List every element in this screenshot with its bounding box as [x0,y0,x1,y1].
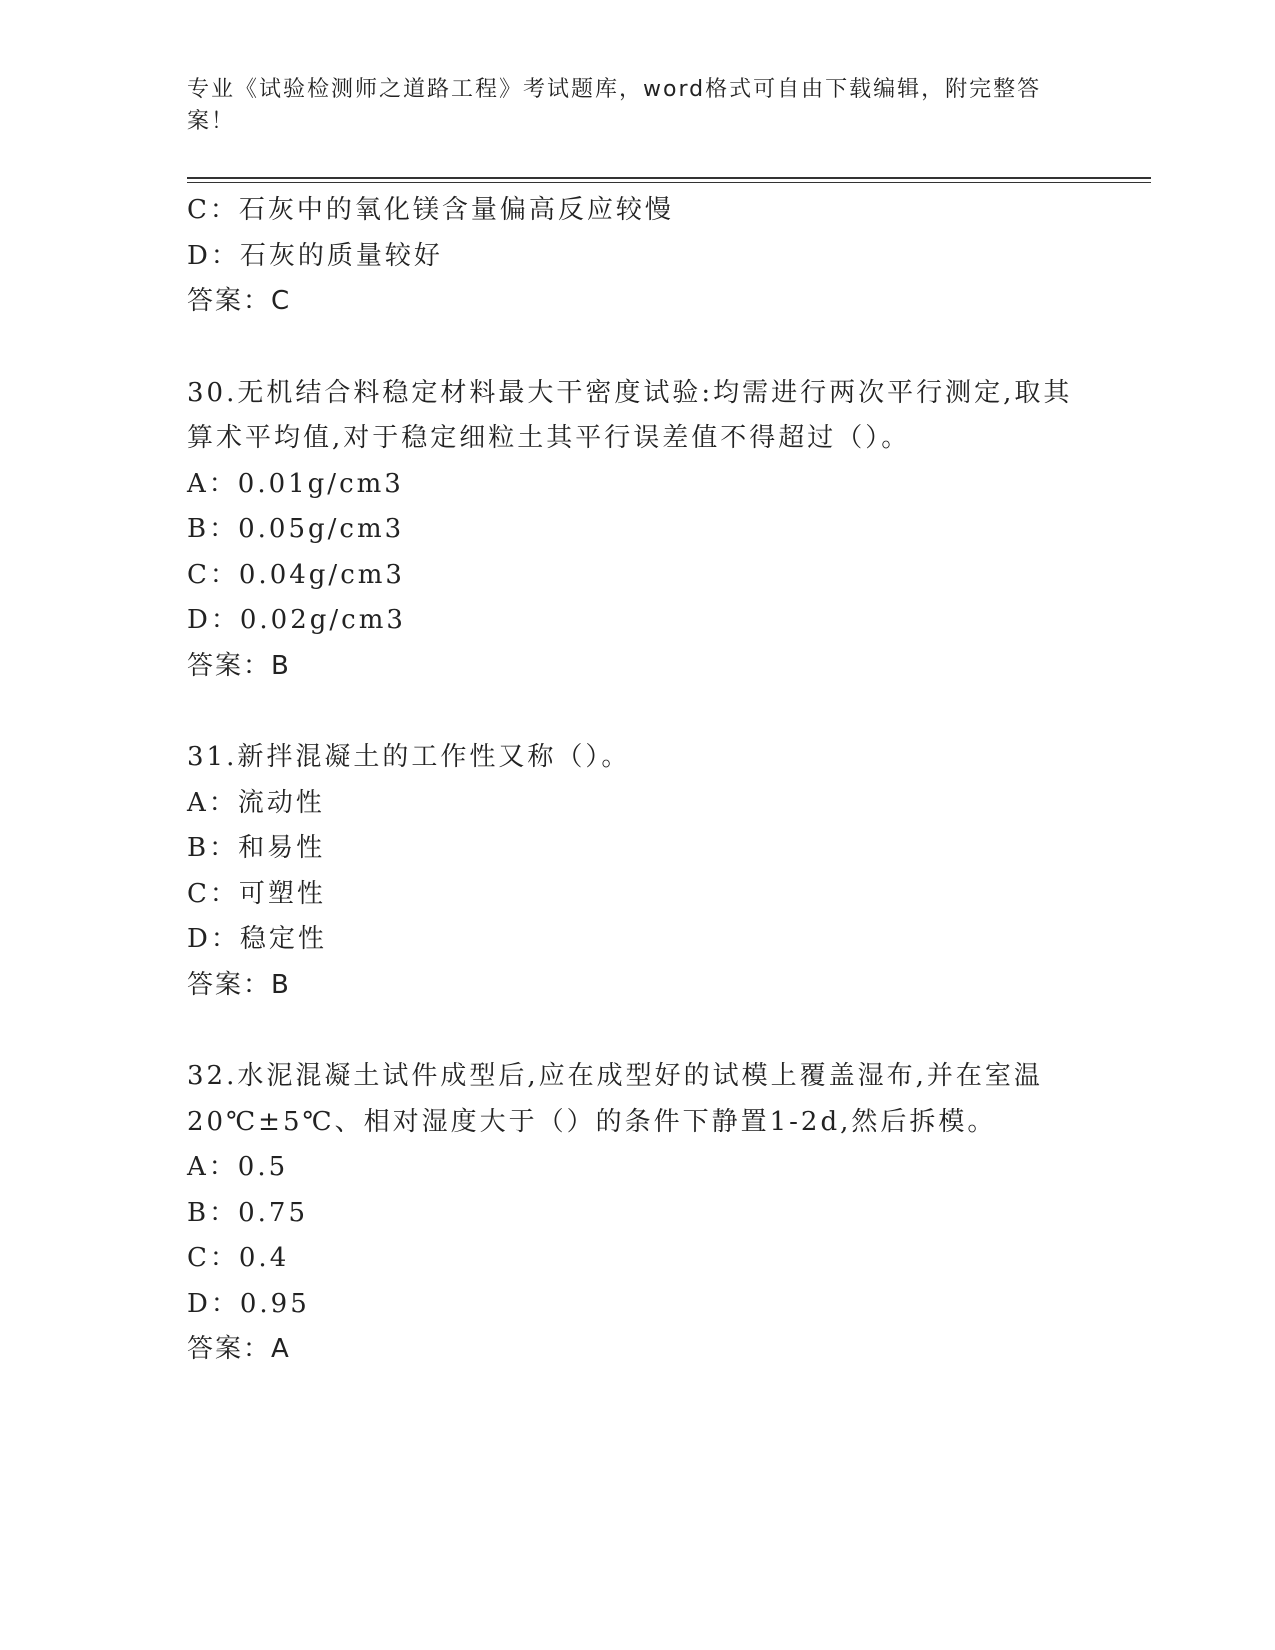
header-divider-thick [187,177,1151,179]
option-a: A：流动性 [187,787,325,818]
option-d: D：稳定性 [187,924,327,954]
answer-line: 答案：A [187,1334,291,1364]
option-c: C：0.4 [187,1243,290,1273]
answer-line: 答案：C [187,286,292,316]
option-c: C：可塑性 [187,878,326,909]
question-continuation [187,188,1087,325]
spacer [187,1008,1087,1054]
option-b: B：和易性 [187,833,326,863]
option-b: B：0.75 [187,1197,308,1228]
answer-line: 答案：B [187,650,291,681]
question-stem: 32.水泥混凝土试件成型后,应在成型好的试模上覆盖湿布,并在室温 [187,1061,1043,1091]
option-d: D：石灰的质量较好 [187,240,443,271]
spacer [187,325,1087,371]
answer-line: 答案：B [187,969,291,1000]
option-c: C：0.04g/cm3 [187,559,405,590]
header-divider-thin [187,182,1151,183]
option-a: A：0.01g/cm3 [187,468,404,499]
spacer [187,689,1087,735]
question-32 [187,1054,1087,1373]
option-c: C：石灰中的氧化镁含量偏高反应较慢 [187,195,674,225]
question-stem: 算术平均值,对于稳定细粒土其平行误差值不得超过（）。 [187,423,911,453]
question-list [187,188,1087,1373]
option-d: D：0.95 [187,1288,310,1319]
option-a: A：0.5 [187,1152,289,1182]
option-d: D：0.02g/cm3 [187,605,406,635]
option-b: B：0.05g/cm3 [187,514,405,544]
question-stem: 30.无机结合料稳定材料最大干密度试验:均需进行两次平行测定,取其 [187,377,1073,408]
question-30 [187,371,1087,690]
question-stem: 31.新拌混凝土的工作性又称（）。 [187,742,631,772]
question-stem: 20℃±5℃、相对湿度大于（）的条件下静置1-2d,然后拆模。 [187,1106,997,1137]
question-31 [187,735,1087,1008]
document-header: 专业《试验检测师之道路工程》考试题库，word格式可自由下载编辑，附完整答案！ [187,77,1042,134]
